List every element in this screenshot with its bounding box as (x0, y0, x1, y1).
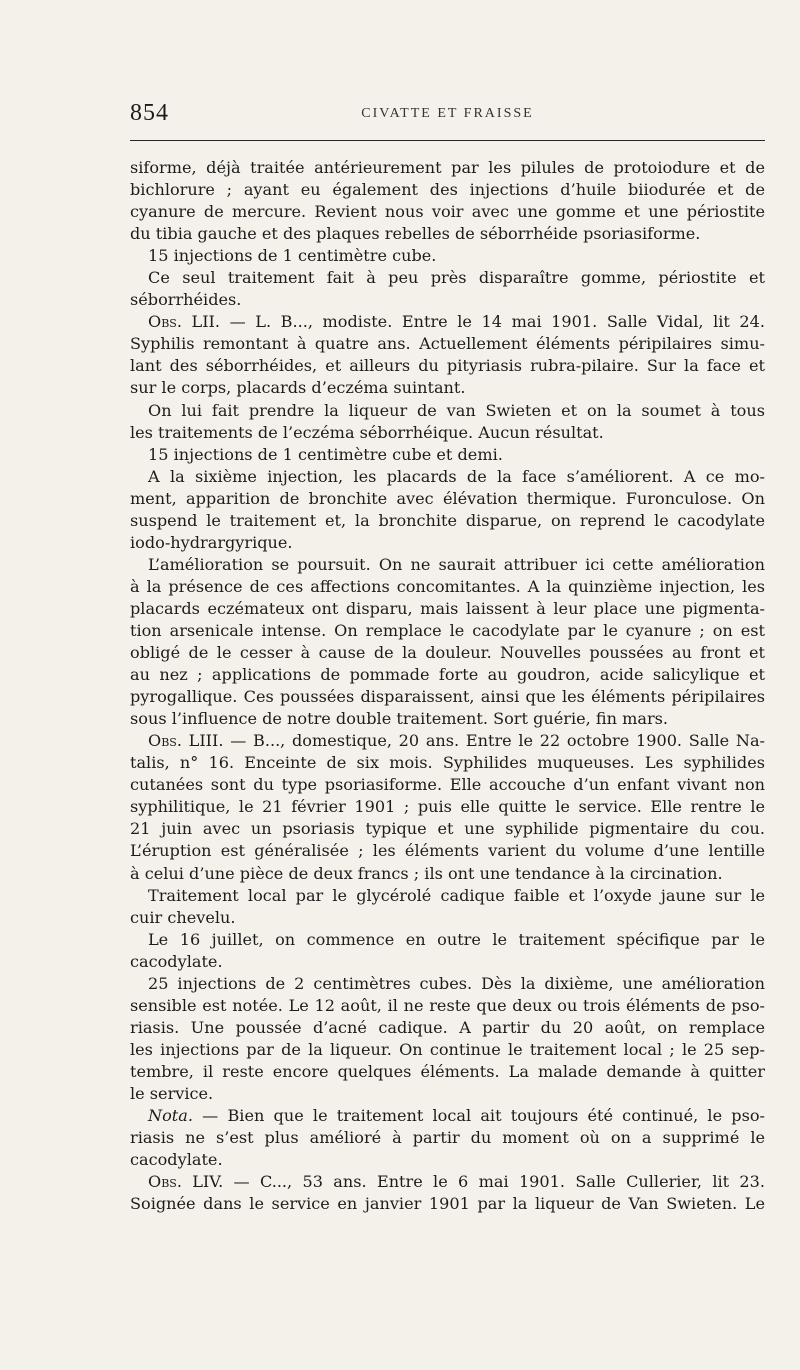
line-text: iodo-hydrargyrique. (130, 532, 293, 552)
line-text: Syphilis remontant à quatre ans. Actuellement éléments péripilaires simu- (130, 334, 765, 354)
text-line (130, 223, 765, 245)
line-text: cyanure de mercure. Revient nous voir avec une gomme et une périostite (130, 202, 765, 222)
line-text: au nez ; applications de pommade forte au goudron, acide salicylique et (130, 665, 765, 685)
line-text: talis, n° 16. Enceinte de six mois. Syphilides muqueuses. Les syphilides (130, 753, 765, 773)
text-line (130, 907, 765, 929)
page-header (130, 100, 765, 130)
text-line (130, 333, 765, 355)
text-line (130, 488, 765, 510)
line-text: — L. B..., modiste. Entre le 14 mai 1901. Salle Vidal, lit 24. (229, 312, 766, 332)
text-line (130, 1193, 765, 1215)
line-text: tion arsenicale intense. On remplace le cacodylate par le cyanure ; on est (130, 620, 765, 640)
line-text: siforme, déjà traitée antérieurement par les pilules de protoiodure et de (130, 158, 765, 177)
line-text: pyrogallique. Ces poussées disparaissent, ainsi que les éléments péripilaires (130, 687, 765, 707)
text-line (130, 664, 765, 686)
line-text: cacodylate. (130, 951, 223, 971)
line-text: du tibia gauche et des plaques rebelles de séborrhéide psoriasiforme. (130, 224, 701, 244)
text-line (130, 642, 765, 664)
text-line (130, 289, 765, 311)
line-text: à la présence de ces affections concomitantes. A la quinzième injection, les (130, 576, 765, 596)
text-line (130, 995, 765, 1017)
line-text: L’éruption est généralisée ; les éléments varient du volume d’une lentille (130, 841, 765, 861)
note-label: Nota. (148, 1106, 193, 1126)
text-line (130, 752, 765, 774)
text-line (130, 796, 765, 818)
text-line (130, 973, 765, 995)
line-text: 25 injections de 2 centimètres cubes. Dès la dixième, une amélioration (148, 973, 765, 993)
line-text: A la sixième injection, les placards de la face s’améliorent. A ce mo- (148, 466, 765, 486)
text-line (130, 554, 765, 576)
text-line (130, 1039, 765, 1061)
text-line (130, 1017, 765, 1039)
line-text: séborrhéides. (130, 290, 242, 310)
text-line (130, 157, 765, 179)
line-text: ment, apparition de bronchite avec élévation thermique. Furonculose. On (130, 488, 765, 508)
line-text: cutanées sont du type psoriasiforme. Elle accouche d’un enfant vivant non (130, 775, 765, 795)
line-text: placards eczémateux ont disparu, mais laissent à leur place une pigmenta- (130, 598, 765, 618)
text-line (130, 532, 765, 554)
text-line (130, 1105, 765, 1127)
body-text (130, 157, 765, 1215)
line-text: 15 injections de 1 centimètre cube. (148, 246, 437, 266)
text-line (130, 708, 765, 730)
observation-label: Obs. LIII. (148, 731, 224, 751)
line-text: à celui d’une pièce de deux francs ; ils ont une tendance à la circination. (130, 863, 723, 883)
observation-label: Obs. LII. (148, 312, 221, 332)
text-line (130, 245, 765, 267)
text-line (130, 863, 765, 885)
text-line (130, 885, 765, 907)
text-line (130, 444, 765, 466)
line-text: suspend le traitement et, la bronchite disparue, on reprend le cacodylate (130, 510, 765, 530)
line-text: les traitements de l’eczéma séborrhéique. Aucun résultat. (130, 422, 604, 442)
line-text: tembre, il reste encore quelques éléments. La malade demande à quitter (130, 1061, 765, 1081)
line-text: sensible est notée. Le 12 août, il ne reste que deux ou trois éléments de pso- (130, 995, 765, 1015)
text-line (130, 179, 765, 201)
text-line (130, 1127, 765, 1149)
line-text: Ce seul traitement fait à peu près disparaître gomme, périostite et (148, 268, 765, 288)
line-text: le service. (130, 1083, 214, 1103)
text-line (130, 267, 765, 289)
text-line (130, 466, 765, 488)
running-title: CIVATTE ET FRAISSE (361, 106, 534, 121)
line-text: On lui fait prendre la liqueur de van Swieten et on la soumet à tous (148, 400, 765, 420)
text-line (130, 929, 765, 951)
line-text: — B..., domestique, 20 ans. Entre le 22 octobre 1900. Salle Na- (230, 731, 765, 751)
line-text: — Bien que le traitement local ait toujours été continué, le pso- (202, 1106, 765, 1126)
header-rule (130, 140, 765, 141)
text-line (130, 1149, 765, 1171)
line-text: — C..., 53 ans. Entre le 6 mai 1901. Salle Cullerier, lit 23. (233, 1172, 765, 1192)
text-line (130, 510, 765, 532)
line-text: lant des séborrhéides, et ailleurs du pityriasis rubra-pilaire. Sur la face et (130, 356, 765, 376)
text-line (130, 686, 765, 708)
line-text: syphilitique, le 21 février 1901 ; puis elle quitte le service. Elle rentre le (130, 797, 765, 817)
line-text: 21 juin avec un psoriasis typique et une syphilide pigmentaire du cou. (130, 819, 765, 839)
text-line (130, 377, 765, 399)
line-text: sous l’influence de notre double traitement. Sort guérie, fin mars. (130, 709, 669, 729)
line-text: cuir chevelu. (130, 907, 236, 927)
text-line (130, 201, 765, 223)
line-text: obligé de le cesser à cause de la douleur. Nouvelles poussées au front et (130, 643, 765, 663)
text-line (130, 400, 765, 422)
line-text: L’amélioration se poursuit. On ne saurait attribuer ici cette amélioration (148, 554, 765, 574)
text-line (130, 1061, 765, 1083)
text-line (130, 576, 765, 598)
line-text: Soignée dans le service en janvier 1901 par la liqueur de Van Swieten. Le (130, 1194, 765, 1214)
line-text: les injections par de la liqueur. On continue le traitement local ; le 25 sep- (130, 1039, 765, 1059)
text-line (130, 840, 765, 862)
line-text: Le 16 juillet, on commence en outre le traitement spécifique par le (148, 929, 765, 949)
line-text: 15 injections de 1 centimètre cube et demi. (148, 444, 503, 464)
line-text: Traitement local par le glycérolé cadique faible et l’oxyde jaune sur le (148, 885, 765, 905)
text-line (130, 1171, 765, 1193)
line-text: riasis. Une poussée d’acné cadique. A partir du 20 août, on remplace (130, 1017, 765, 1037)
text-line (130, 598, 765, 620)
text-line (130, 1083, 765, 1105)
text-line (130, 818, 765, 840)
text-line (130, 774, 765, 796)
observation-label: Obs. LIV. (148, 1172, 224, 1192)
text-line (130, 355, 765, 377)
text-line (130, 620, 765, 642)
text-line (130, 422, 765, 444)
page-number: 854 (130, 100, 169, 126)
line-text: riasis ne s’est plus amélioré à partir du moment où on a supprimé le (130, 1128, 765, 1148)
line-text: sur le corps, placards d’eczéma suintant. (130, 378, 466, 398)
text-line (130, 730, 765, 752)
text-line (130, 951, 765, 973)
text-line (130, 311, 765, 333)
line-text: bichlorure ; ayant eu également des injections d’huile biiodurée et de (130, 180, 765, 200)
line-text: cacodylate. (130, 1150, 223, 1170)
